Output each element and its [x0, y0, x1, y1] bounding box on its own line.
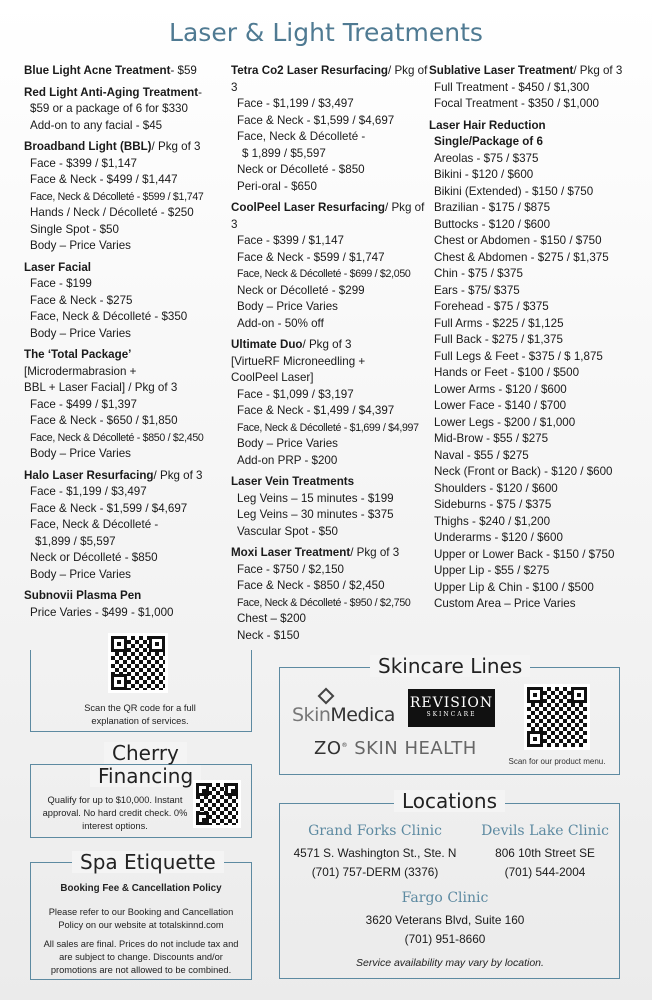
price-line: Face - $399 / $1,147: [30, 156, 137, 170]
price-line: Neck or Décolleté - $299: [237, 283, 365, 297]
treatments-column-3: [429, 63, 649, 618]
price-line: Face & Neck - $650 / $1,850: [30, 414, 178, 427]
section-heading-text: Ultimate Duo: [231, 338, 303, 351]
price-line: Body – Price Varies: [237, 437, 338, 450]
price-line: Face - $1,199 / $3,497: [30, 485, 147, 498]
price-line: Focal Treatment - $350 / $1,000: [434, 97, 599, 110]
price-line: Body – Price Varies: [30, 567, 131, 581]
price-line: Body – Price Varies: [30, 447, 131, 460]
zo-logo-text: ZO: [314, 738, 342, 759]
price-line: Add-on to any facial - $45: [30, 118, 163, 132]
price-line: Face, Neck & Décolleté - $699 / $2,050: [237, 268, 411, 280]
section-heading-suffix: / Pkg of 3: [151, 140, 201, 153]
price-line: Chest – $200: [237, 612, 306, 625]
spa-sales-text: All sales are final. Prices do not include tax and are subject to change. Discounts and/or promotions are not allowed to be combined.: [43, 939, 239, 975]
section-heading-suffix: / Pkg of 3: [573, 64, 623, 77]
section-moxi-laser-treatment: [231, 545, 431, 644]
section-heading: [231, 474, 431, 491]
price-line: Naval - $55 / $275: [434, 448, 529, 462]
section-laser-vein-treatments: [231, 474, 431, 540]
fargo-clinic: [340, 889, 550, 949]
qr-services-text: Scan the QR code for a full explanation of services.: [84, 703, 196, 726]
grand-forks-phone[interactable]: (701) 757-DERM (3376): [311, 865, 439, 879]
price-line: Full Treatment - $450 / $1,300: [434, 80, 590, 94]
price-line: Full Legs & Feet - $375 / $ 1,875: [434, 349, 603, 363]
price-line: Body – Price Varies: [30, 326, 131, 340]
cherry-qr-code[interactable]: [193, 780, 241, 828]
price-line: Face & Neck - $1,599 / $4,697: [30, 501, 188, 515]
price-line: Peri-oral - $650: [237, 179, 317, 193]
zo-skin-health-logo: ZO® SKIN HEALTH: [314, 738, 477, 759]
page-title: Laser & Light Treatments: [169, 18, 483, 47]
price-line: Upper Lip - $55 / $275: [434, 564, 550, 577]
section-heading: [24, 468, 229, 485]
section-heading-text: Laser Facial: [24, 260, 92, 274]
devils-lake-address: 806 10th Street SE: [495, 846, 595, 860]
cherry-title-line2: Financing: [90, 765, 201, 787]
section-heading: [231, 545, 431, 562]
price-line: Ears - $75/ $375: [434, 283, 520, 297]
product-qr-caption: Scan for our product menu.: [508, 757, 606, 766]
price-line: $59 or a package of 6 for $330: [30, 102, 188, 115]
section-heading: [24, 139, 229, 156]
price-line: Add-on PRP - $200: [237, 453, 338, 467]
skinmedica-logo-mark-icon: [318, 688, 335, 705]
price-line: Lower Face - $140 / $700: [434, 399, 567, 412]
price-line: Brazilian - $175 / $875: [434, 201, 551, 214]
price-line: Chest or Abdomen - $150 / $750: [434, 234, 602, 247]
price-line: Thighs - $240 / $1,200: [434, 514, 551, 528]
price-line: Face, Neck & Décolleté - $599 / $1,747: [30, 190, 204, 203]
section-heading-text: Laser Hair Reduction: [429, 118, 546, 132]
price-line: Neck or Décolleté - $850: [237, 163, 365, 176]
grand-forks-address: 4571 S. Washington St., Ste. N: [293, 846, 457, 860]
section-heading-text: Laser Vein Treatments: [231, 475, 355, 488]
price-line: Face & Neck - $499 / $1,447: [30, 173, 178, 186]
price-line: Face - $399 / $1,147: [237, 234, 344, 247]
treatments-column-1: [24, 63, 229, 626]
section-heading-text: Halo Laser Resurfacing: [24, 468, 154, 482]
section-heading-text: Broadband Light (BBL): [24, 140, 152, 153]
price-line: Shoulders - $120 / $600: [434, 481, 558, 495]
price-line: Areolas - $75 / $375: [434, 151, 539, 165]
price-line: Face & Neck - $1,599 / $4,697: [237, 113, 395, 127]
price-line: Face & Neck - $1,499 / $4,397: [237, 404, 395, 417]
section-subheading: Single/Package of 6: [434, 135, 543, 148]
skinmedica-medica-text: Medica: [330, 704, 395, 726]
section-subnovii-plasma-pen: [24, 588, 229, 621]
fargo-phone[interactable]: (701) 951-8660: [404, 932, 486, 946]
price-line: Hands / Neck / Décolleté - $250: [30, 206, 194, 219]
price-line: Face, Neck & Décolleté - $950 / $2,750: [237, 596, 411, 609]
section-heading: [24, 347, 229, 364]
price-line: Chin - $75 / $375: [434, 267, 523, 280]
section-ultimate-duo: [231, 337, 431, 469]
price-line: Buttocks - $120 / $600: [434, 217, 551, 231]
price-line: Face, Neck & Décolleté - $1,699 / $4,997: [237, 421, 419, 434]
price-line: Leg Veins – 15 minutes - $199: [237, 491, 394, 505]
treatments-column-2: [231, 63, 431, 649]
price-line: Price Varies - $499 - $1,000: [30, 605, 174, 619]
section-heading: [429, 63, 649, 80]
price-line: Bikini - $120 / $600: [434, 168, 534, 181]
price-line: Face - $499 / $1,397: [30, 397, 137, 411]
price-line: Lower Arms - $120 / $600: [434, 382, 567, 396]
spa-title: Spa Etiquette: [72, 851, 224, 873]
price-line: Body – Price Varies: [30, 239, 131, 252]
price-line: Neck - $150: [237, 628, 300, 642]
price-line: Underarms - $120 / $600: [434, 531, 563, 544]
price-line: Forehead - $75 / $375: [434, 300, 549, 313]
section-heading-suffix: - $59: [170, 64, 197, 77]
section-laser-facial: [24, 260, 229, 343]
price-line: Sideburns - $75 / $375: [434, 498, 552, 511]
section-heading-text: Tetra Co2 Laser Resurfacing: [231, 64, 388, 77]
price-line: Face, Neck & Décolleté - $350: [30, 310, 188, 323]
price-line: Face, Neck & Décolleté - $850 / $2,450: [30, 431, 204, 444]
section-blue-light-acne-treatment: [24, 63, 229, 80]
section-heading-suffix: -: [198, 85, 202, 99]
skincare-logo-subtext: SKINCARE: [426, 711, 477, 718]
section-heading: [231, 337, 431, 354]
section-heading: [231, 63, 431, 96]
section-heading-suffix: / Pkg of 3: [153, 468, 203, 482]
section-broadband-light-bbl: [24, 139, 229, 255]
price-line: Face - $1,199 / $3,497: [237, 97, 354, 110]
price-line: Leg Veins – 30 minutes - $375: [237, 508, 394, 521]
section-sublative-laser-treatment: [429, 63, 649, 113]
section-heading-suffix: / Pkg of 3: [350, 546, 400, 559]
skin-health-logo-text: SKIN HEALTH: [354, 738, 477, 759]
spa-subtitle: Booking Fee & Cancellation Policy: [60, 883, 222, 894]
section-heading: [24, 63, 229, 80]
price-line: Custom Area – Price Varies: [434, 597, 576, 610]
fargo-address: 3620 Veterans Blvd, Suite 160: [365, 913, 525, 927]
section-heading-text: Red Light Anti-Aging Treatment: [24, 85, 199, 99]
section-heading: [24, 85, 229, 102]
price-line: Neck (Front or Back) - $120 / $600: [434, 465, 613, 478]
price-line: Face - $1,099 / $3,197: [237, 387, 354, 401]
price-line: Neck or Décolleté - $850: [30, 551, 158, 564]
price-line: Bikini (Extended) - $150 / $750: [434, 184, 594, 198]
revision-logo-text: REVISION: [409, 695, 494, 711]
section-laser-hair-reduction: [429, 118, 649, 613]
section-heading-text: Blue Light Acne Treatment: [24, 64, 171, 77]
devils-lake-clinic: [478, 822, 612, 882]
section-heading: [231, 200, 431, 233]
price-line: $1,899 / $5,597: [35, 534, 116, 548]
price-line: Full Arms - $225 / $1,125: [434, 316, 564, 330]
price-line: Face & Neck - $599 / $1,747: [237, 250, 385, 264]
price-line: Vascular Spot - $50: [237, 524, 338, 538]
price-line: Upper or Lower Back - $150 / $750: [434, 547, 615, 561]
cherry-text: Qualify for up to $10,000. Instant approval. No hard credit check. 0% interest options.: [42, 795, 188, 831]
section-heading-text: Moxi Laser Treatment: [231, 546, 351, 559]
product-menu-qr-code[interactable]: [524, 684, 590, 750]
price-line: Add-on - 50% off: [237, 316, 324, 330]
section-heading-text: The ‘Total Package’: [24, 348, 132, 361]
section-heading-text: Sublative Laser Treatment: [429, 64, 574, 77]
section-heading: [24, 588, 229, 605]
section-heading: [429, 118, 649, 135]
grand-forks-clinic-name: Grand Forks Clinic: [308, 823, 442, 839]
price-line: Face & Neck - $850 / $2,450: [237, 579, 385, 592]
spa-policy-text: Please refer to our Booking and Cancellation Policy on our website at totalskinnd.com: [48, 907, 234, 930]
price-line: Single Spot - $50: [30, 222, 119, 236]
price-line: Face, Neck & Décolleté -: [237, 130, 366, 143]
section-description: [VirtueRF Microneedling +: [231, 354, 366, 368]
locations-title: Locations: [394, 790, 505, 812]
grand-forks-clinic: [286, 822, 464, 882]
price-line: $ 1,899 / $5,597: [242, 146, 326, 160]
section-tetra-co2-laser-resurfacing: [231, 63, 431, 195]
section-heading-text: Subnovii Plasma Pen: [24, 589, 142, 602]
skinmedica-logo: [292, 690, 396, 730]
price-line: Lower Legs - $200 / $1,000: [434, 415, 576, 429]
price-line: Full Back - $275 / $1,375: [434, 333, 563, 346]
price-line: Body – Price Varies: [237, 300, 338, 313]
price-line: Hands or Feet - $100 / $500: [434, 366, 580, 379]
locations-note: Service availability may vary by location.: [356, 957, 544, 969]
price-line: Face - $199: [30, 277, 92, 290]
section-the-total-package: [24, 347, 229, 463]
price-line: Upper Lip & Chin - $100 / $500: [434, 580, 594, 594]
section-description: BBL + Laser Facial] / Pkg of 3: [24, 381, 178, 394]
price-line: Face & Neck - $275: [30, 293, 133, 307]
price-line: Chest & Abdomen - $275 / $1,375: [434, 250, 609, 264]
section-description: [Microdermabrasion +: [24, 364, 137, 378]
section-heading-suffix: / Pkg of 3: [231, 64, 428, 94]
section-heading: [24, 260, 229, 277]
section-halo-laser-resurfacing: [24, 468, 229, 584]
devils-lake-phone[interactable]: (701) 544-2004: [504, 865, 586, 879]
section-heading-suffix: / Pkg of 3: [231, 201, 425, 231]
section-description: CoolPeel Laser]: [231, 371, 314, 384]
revision-skincare-logo: [408, 689, 495, 727]
section-coolpeel-laser-resurfacing: [231, 200, 431, 332]
section-heading-suffix: / Pkg of 3: [302, 338, 352, 351]
section-heading-text: CoolPeel Laser Resurfacing: [231, 201, 385, 214]
price-line: Mid-Brow - $55 / $275: [434, 432, 549, 445]
skinmedica-skin-text: Skin: [292, 704, 331, 726]
price-line: Face, Neck & Décolleté -: [30, 518, 159, 531]
skincare-title: Skincare Lines: [370, 655, 530, 677]
fargo-clinic-name: Fargo Clinic: [401, 890, 489, 906]
services-qr-code[interactable]: [108, 633, 168, 693]
price-line: Face - $750 / $2,150: [237, 562, 344, 576]
skinmedica-logo-text: [292, 704, 395, 726]
section-red-light-anti-aging-treatment: [24, 85, 229, 135]
cherry-title-line1: Cherry: [104, 742, 187, 764]
devils-lake-clinic-name: Devils Lake Clinic: [481, 823, 609, 839]
